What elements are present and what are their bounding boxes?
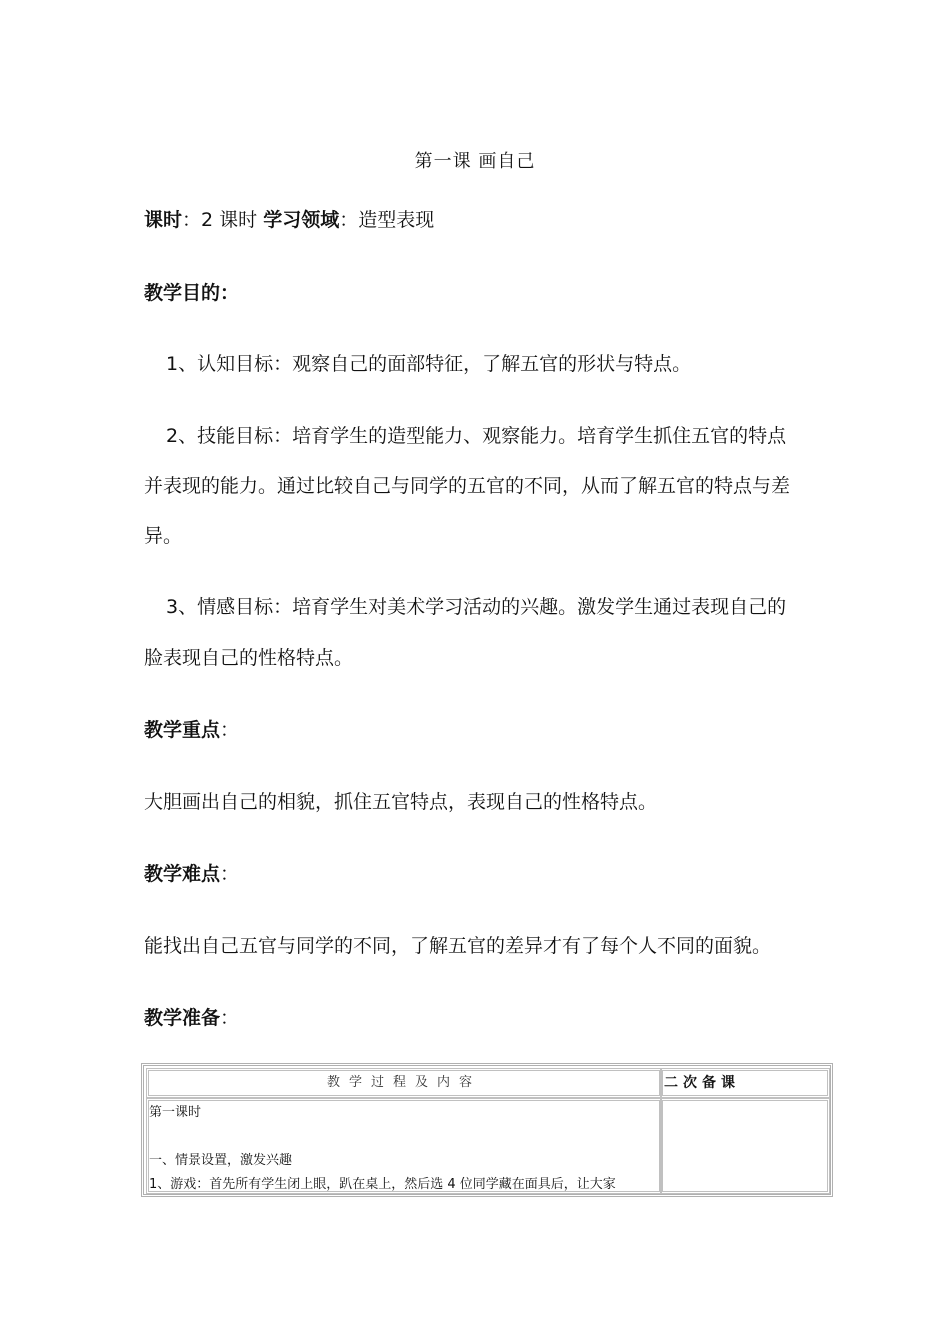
keshi-value: ：2 课时	[182, 209, 264, 231]
objectives-heading: 教学目的：	[144, 282, 240, 304]
lesson-meta	[144, 207, 814, 233]
difficulty-heading	[144, 861, 814, 887]
difficulty-colon: ：	[220, 863, 240, 885]
table-header-process: 教学过程及内容	[146, 1068, 662, 1098]
lingyu-value: ：造型表现	[339, 209, 435, 231]
table-row: 第一课时	[149, 1105, 202, 1120]
lesson-process-table	[141, 1063, 833, 1197]
key-point-label: 教学重点	[144, 719, 221, 741]
key-point-colon: ：	[220, 719, 240, 741]
preparation-label: 教学准备	[144, 1007, 221, 1029]
page-title: 第一课 画自己	[414, 151, 536, 172]
table-second-prep-cell	[660, 1098, 830, 1194]
objective-item-2-line-3: 异。	[144, 525, 183, 547]
lingyu-label: 学习领域	[263, 209, 340, 231]
objective-item-3-line-2: 脸表现自己的性格特点。	[144, 647, 354, 669]
table-row: 1、游戏：首先所有学生闭上眼，趴在桌上，然后选 4 位同学藏在面具后，让大家	[149, 1177, 616, 1192]
objective-item-1: 1、认知目标：观察自己的面部特征，了解五官的形状与特点。	[166, 353, 692, 375]
preparation-heading	[144, 1005, 814, 1031]
difficulty-label: 教学难点	[144, 863, 221, 885]
objective-item-2-line-1: 2、技能目标：培育学生的造型能力、观察能力。培育学生抓住五官的特点	[166, 425, 787, 447]
key-point-text: 大胆画出自己的相貌，抓住五官特点，表现自己的性格特点。	[144, 791, 658, 813]
table-row: 一、情景设置，激发兴趣	[149, 1153, 293, 1168]
objective-item-2-line-2: 并表现的能力。通过比较自己与同学的五官的不同，从而了解五官的特点与差	[144, 475, 791, 497]
table-process-cell	[146, 1098, 662, 1194]
difficulty-text: 能找出自己五官与同学的不同，了解五官的差异才有了每个人不同的面貌。	[144, 935, 772, 957]
objective-item-3-line-1: 3、情感目标：培育学生对美术学习活动的兴趣。激发学生通过表现自己的	[166, 596, 787, 618]
key-point-heading	[144, 717, 814, 743]
preparation-colon: ：	[220, 1007, 240, 1029]
keshi-label: 课时	[144, 209, 183, 231]
table-header-second-prep: 二次备课	[660, 1068, 830, 1098]
